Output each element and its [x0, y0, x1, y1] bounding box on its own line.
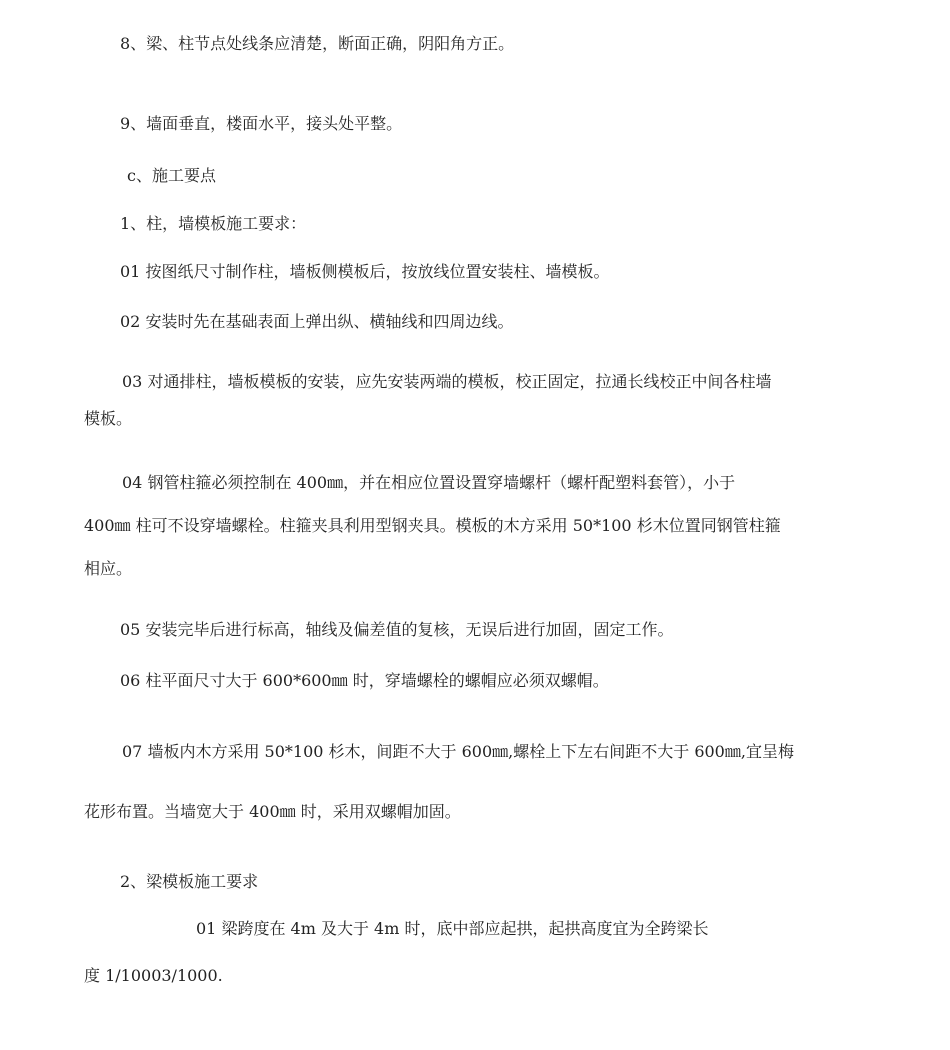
text-line-01: 01 按图纸尺寸制作柱，墙板侧模板后，按放线位置安装柱、墙模板。 — [120, 262, 610, 281]
text-line-04-cont-2: 相应。 — [84, 559, 133, 578]
text-line-04: 04 钢管柱箍必须控制在 400㎜，并在相应位置设置穿墙螺杆（螺杆配塑料套管），小于 — [122, 473, 736, 492]
text-line-04-cont-1: 400㎜ 柱可不设穿墙螺栓。柱箍夹具利用型钢夹具。模板的木方采用 50*100 杉木位置同钢管柱箍 — [84, 516, 781, 535]
text-line-9: 9、墙面垂直，楼面水平，接头处平整。 — [120, 114, 403, 133]
text-line-03-cont: 模板。 — [84, 409, 133, 428]
text-line-02: 02 安装时先在基础表面上弹出纵、横轴线和四周边线。 — [120, 312, 514, 331]
text-line-8: 8、梁、柱节点处线条应清楚，断面正确，阴阳角方正。 — [120, 34, 515, 53]
text-line-beam-01: 01 梁跨度在 4m 及大于 4m 时，底中部应起拱，起拱高度宜为全跨梁长 — [196, 919, 709, 938]
subsection-heading-1: 1、柱，墙模板施工要求： — [120, 214, 307, 233]
text-line-05: 05 安装完毕后进行标高，轴线及偏差值的复核，无误后进行加固，固定工作。 — [120, 620, 674, 639]
text-line-06: 06 柱平面尺寸大于 600*600㎜ 时，穿墙螺栓的螺帽应必须双螺帽。 — [120, 671, 609, 690]
text-line-beam-01-cont: 度 1/10003/1000. — [84, 966, 223, 985]
text-line-07: 07 墙板内木方采用 50*100 杉木，间距不大于 600㎜,螺栓上下左右间距不大于 600㎜,宜呈梅 — [122, 742, 794, 761]
text-line-07-cont: 花形布置。当墙宽大于 400㎜ 时，采用双螺帽加固。 — [84, 802, 461, 821]
subsection-heading-2: 2、梁模板施工要求 — [120, 872, 259, 891]
text-line-03: 03 对通排柱，墙板模板的安装，应先安装两端的模板，校正固定，拉通长线校正中间各柱墙 — [122, 372, 772, 391]
section-heading-c: c、施工要点 — [127, 166, 216, 185]
